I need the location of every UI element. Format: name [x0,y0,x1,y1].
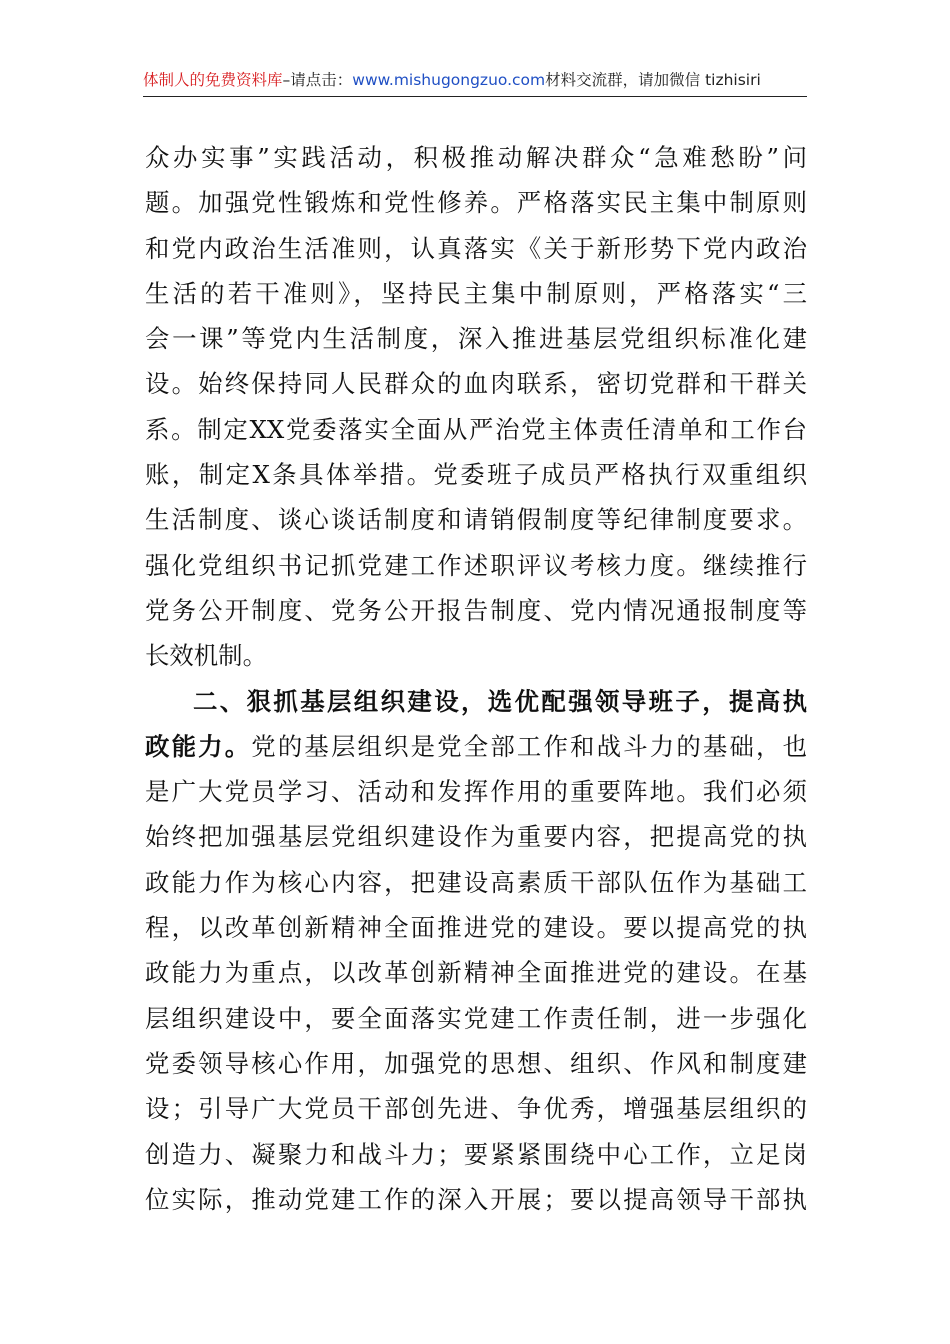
paragraph-2 [145,679,807,1223]
text-line-rest: 党的基层组织是党全部工作和战斗力的基础，也 [251,731,807,761]
text-line: 账，制定X条具体举措。党委班子成员严格执行双重组织 [145,460,807,490]
header-link[interactable]: www.mishugongzuo.com [352,71,546,89]
document-body [145,135,807,1222]
text-line: 始终把加强基层党组织建设作为重要内容，把提高党的执 [145,822,807,852]
text-line: 党务公开制度、党务公开报告制度、党内情况通报制度等 [145,595,807,625]
paragraph-1 [145,135,807,679]
header-wechat-note: 材料交流群，请加微信 tizhisiri [545,71,761,89]
text-line: 众办实事”实践活动，积极推动解决群众“急难愁盼”问 [145,143,807,172]
section-heading-end: 政能力。 [145,731,252,761]
text-line: 强化党组织书记抓党建工作述职评议考核力度。继续推行 [145,550,807,580]
text-line: 是广大党员学习、活动和发挥作用的重要阵地。我们必须 [145,777,807,807]
text-line: 生活制度、谈心谈话制度和请销假制度等纪律制度要求。 [145,505,807,535]
text-line: 政能力作为核心内容，把建设高素质干部队伍作为基础工 [145,867,807,897]
text-line: 会一课”等党内生活制度，深入推进基层党组织标准化建 [145,324,807,354]
text-line: 长效机制。 [145,641,267,671]
header-prompt: –请点击： [282,71,353,89]
header-brand: 体制人的免费资料库 [143,71,283,89]
text-line: 题。加强党性锻炼和党性修养。严格落实民主集中制原则 [145,188,807,218]
text-line: 生活的若干准则》，坚持民主集中制原则，严格落实“三 [145,278,807,308]
text-line: 创造力、凝聚力和战斗力；要紧紧围绕中心工作，立足岗 [145,1139,807,1169]
text-line: 设；引导广大党员干部创先进、争优秀，增强基层组织的 [145,1094,807,1124]
page-header [143,70,807,97]
section-heading: 二、狠抓基层组织建设，选优配强领导班子，提高执 [193,686,807,716]
text-line: 党委领导核心作用，加强党的思想、组织、作风和制度建 [145,1048,807,1078]
text-line: 和党内政治生活准则，认真落实《关于新形势下党内政治 [145,233,807,263]
text-line: 系。制定XX党委落实全面从严治党主体责任清单和工作台 [145,414,807,444]
text-line: 程，以改革创新精神全面推进党的建设。要以提高党的执 [145,913,807,943]
text-line: 层组织建设中，要全面落实党建工作责任制，进一步强化 [145,1003,807,1033]
text-line [145,724,807,769]
text-line: 政能力为重点，以改革创新精神全面推进党的建设。在基 [145,958,807,988]
text-line: 设。始终保持同人民群众的血肉联系，密切党群和干群关 [145,369,807,399]
text-line: 位实际，推动党建工作的深入开展；要以提高领导干部执 [145,1184,807,1214]
